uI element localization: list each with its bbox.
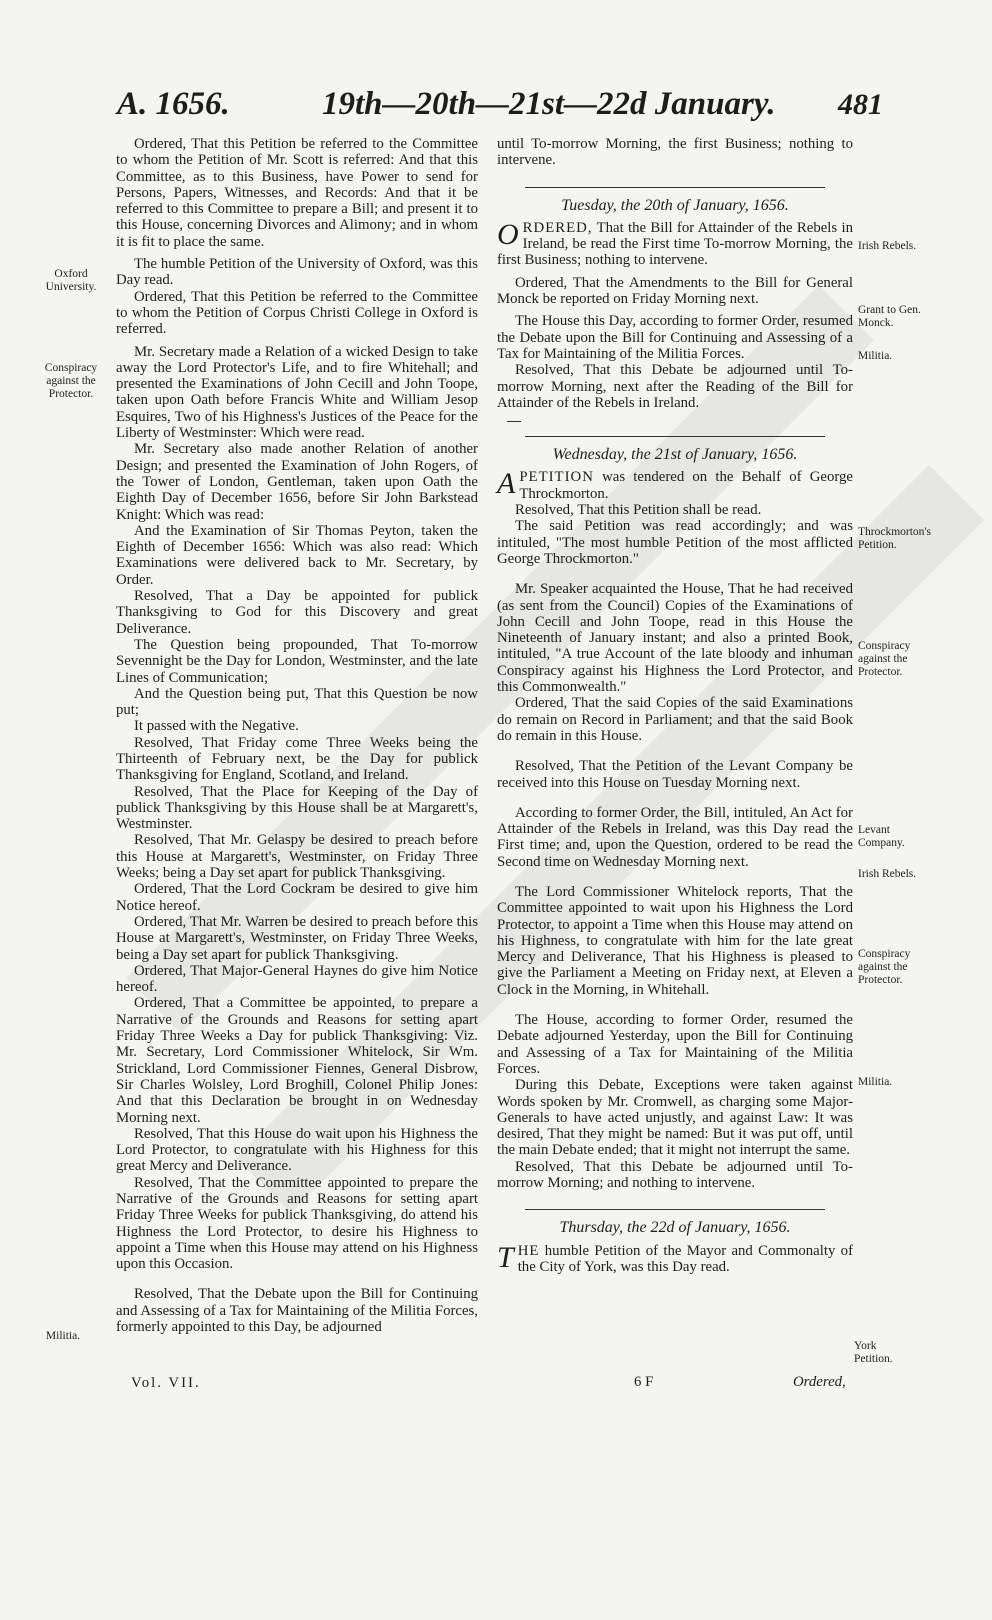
margin-note: Grant to Gen. Monck.	[858, 304, 921, 329]
right-column	[497, 136, 853, 1275]
section-divider	[525, 436, 825, 437]
paragraph: Resolved, That a Day be appointed for publick Thanksgiving to God for this Discovery and great Deliverance.	[116, 588, 478, 637]
margin-note: Irish Rebels.	[858, 240, 917, 252]
paragraph-text: humble Petition of the Mayor and Commonalty of the City of York, was this Day read.	[517, 1242, 853, 1275]
paragraph: Resolved, That the Committee appointed to prepare the Narrative of the Grounds and Reasons for setting apart Friday Three Weeks for publick Thanksgiving, do attend his Highness the Lord Protector, to desire his Highness to appoint a Time when this House may attend on his Highness upon this Occasion.	[116, 1174, 478, 1273]
paragraph: Ordered, That the Amendments to the Bill for General Monck be reported on Friday Morning next.	[497, 274, 853, 308]
paragraph: The Lord Commissioner Whitelock reports, That the Committee appointed to wait upon his Highness the Lord Protector, to appoint a Time when this House may attend on his Highness, to congratulate with him for the late great Mercy and Deliverance, That his Highness is pleased to give the Parliament a Meeting on Friday next, at Eleven a Clock in the Morning, in Whitehall.	[497, 883, 853, 998]
margin-note: Irish Rebels.	[858, 868, 917, 880]
paragraph: Resolved, That the Debate upon the Bill for Continuing and Assessing of a Tax for Maintaining of the Militia Forces, formerly appointed to this Day, be adjourned	[116, 1286, 478, 1336]
small-caps-word: PETITION	[519, 469, 594, 486]
paragraph: until To-morrow Morning, the first Business; nothing to intervene.	[497, 136, 853, 169]
paragraph: The said Petition was read accordingly; and was intituled, "The most humble Petition of the most afflicted George Throckmorton."	[497, 518, 853, 567]
drop-cap: A	[497, 467, 516, 501]
drop-cap: O	[497, 217, 519, 251]
page-number: 481	[838, 88, 883, 121]
margin-note: Militia.	[45, 1330, 81, 1342]
paragraph: It passed with the Negative.	[134, 718, 299, 735]
margin-note: York Petition.	[854, 1340, 893, 1365]
header-dates: 19th—20th—21st—22d January.	[322, 86, 776, 122]
paragraph: Ordered, That the said Copies of the said Examinations do remain on Record in Parliament; and that the said Book do remain in this House.	[497, 695, 853, 744]
paragraph: Resolved, That Friday come Three Weeks being the Thirteenth of February next, be the Day for publick Thanksgiving for England, Scotland, and Ireland.	[116, 734, 478, 784]
margin-note: Conspiracy against the Protector.	[858, 640, 911, 678]
volume-number: Vol. VII.	[131, 1375, 201, 1391]
paragraph	[497, 469, 853, 502]
paragraph: Resolved, That this Debate be adjourned until To-morrow Morning; and nothing to intervene.	[497, 1158, 853, 1192]
small-caps-word: HE	[517, 1242, 540, 1259]
margin-note: Conspiracy against the Protector.	[44, 362, 98, 400]
paragraph: The House, according to former Order, resumed the Debate adjourned Yesterday, upon the Bill for Continuing and Assessing of a Tax for Maintaining of the Militia Forces.	[497, 1012, 853, 1077]
drop-cap: T	[497, 1240, 514, 1274]
header-year: A. 1656.	[117, 86, 230, 122]
paragraph: Resolved, That this Petition shall be read.	[515, 502, 762, 519]
page-header	[0, 86, 992, 136]
paragraph-text: That the Bill for Attainder of the Rebels in Ireland, be read the First time To-morrow Morning, the first Business; nothing to intervene.	[497, 219, 853, 269]
paragraph-text: was tendered on the Behalf of George Throckmorton.	[519, 469, 853, 502]
paragraph: Ordered, That the Lord Cockram be desired to give him Notice hereof.	[116, 881, 478, 914]
margin-note: Levant Company.	[858, 824, 905, 849]
paragraph	[497, 217, 853, 269]
margin-note: Oxford University.	[45, 268, 97, 293]
signature-mark: 6 F	[634, 1374, 654, 1390]
paragraph: During this Debate, Exceptions were taken against Words spoken by Mr. Cromwell, as charging some Major-Generals to have acted unjustly, and against Law: It was desired, That they might be named: But it was put off, until the main Debate ended; that it might not interrupt the same.	[497, 1077, 853, 1159]
paragraph: Resolved, That the Petition of the Levant Company be received into this House on Tuesday Morning next.	[497, 758, 853, 791]
left-column	[116, 136, 478, 1335]
paragraph: The Question being propounded, That To-morrow Sevennight be the Day for London, Westminster, and the late Lines of Communication;	[116, 636, 478, 686]
paragraph: Ordered, That a Committee be appointed, to prepare a Narrative of the Grounds and Reasons for setting apart Friday Three Weeks a Day for publick Thanksgiving: Viz. Mr. Secretary, Lord Commissioner Whitelock, Sir Wm. Strickland, Lord Commissioner Fiennes, General Disbrow, Sir Charles Wolsley, Lord Broghill, Colonel Philip Jones: And that this Declaration be brought in on Wednesday Morning next.	[116, 995, 478, 1126]
day-heading: Tuesday, the 20th of January, 1656.	[561, 196, 789, 214]
short-rule	[507, 421, 521, 422]
paragraph	[497, 1240, 853, 1276]
section-divider	[525, 187, 825, 188]
margin-note: Throckmorton's Petition.	[858, 526, 931, 551]
paragraph: Resolved, That this House do wait upon his Highness the Lord Protector, to congratulate with his Highness for this great Mercy and Deliverance.	[116, 1125, 478, 1175]
margin-note: Conspiracy against the Protector.	[858, 948, 911, 986]
paragraph: The humble Petition of the University of Oxford, was this Day read.	[116, 256, 478, 289]
paragraph: Resolved, That the Place for Keeping of the Day of publick Thanksgiving by this House shall be at Margarett's, Westminster.	[116, 783, 478, 833]
paragraph: Ordered, That this Petition be referred to the Committee to whom the Petition of Mr. Scott is referred: And that this Committee, as to this Business, have Power to send for Persons, Papers, Witnesses, and Records: And that it be referred to this Committee to prepare a Bill; and present it to this House, concerning Divorces and Alimony; and in whom it is fit to place the same.	[116, 136, 478, 250]
paragraph: Resolved, That this Debate be adjourned until To-morrow Morning, next after the Reading of the Bill for Attainder of the Rebels in Ireland.	[497, 362, 853, 411]
day-heading: Wednesday, the 21st of January, 1656.	[552, 446, 798, 464]
paragraph: Mr. Secretary made a Relation of a wicked Design to take away the Lord Protector's Life, and to fire Whitehall; and presented the Examinations of John Cecill and John Toope, taken upon Oath before Francis White and William Jesop Esquires, Two of his Highness's Justices of the Peace for the Liberty of Westminster: Which were read.	[116, 343, 478, 442]
catchword: Ordered,	[793, 1374, 846, 1390]
paragraph: Resolved, That Mr. Gelaspy be desired to preach before this House at Margarett's, Westminster, on Friday Three Weeks; being a Day set apart for publick Thanksgiving.	[116, 832, 478, 882]
margin-note: Militia.	[858, 1076, 893, 1088]
paragraph: Mr. Secretary also made another Relation of another Design; and presented the Examination of John Rogers, of the Tower of London, Gentleman, taken upon Oath the Eighth Day of December 1656, before Sir John Barkstead Knight: Which was read:	[116, 441, 478, 523]
small-caps-word: RDERED,	[522, 219, 593, 236]
paragraph: Ordered, That this Petition be referred to the Committee to whom the Petition of Corpus Christi College in Oxford is referred.	[116, 288, 478, 338]
day-heading: Thursday, the 22d of January, 1656.	[559, 1219, 791, 1237]
paragraph: And the Question being put, That this Question be now put;	[116, 685, 478, 719]
paragraph: According to former Order, the Bill, intituled, An Act for Attainder of the Rebels in Ireland, was this Day read the First time; and, upon the Question, ordered to be read the Second time on Wednesday Morning next.	[497, 804, 853, 870]
paragraph: Mr. Speaker acquainted the House, That he had received (as sent from the Council) Copies of the Examinations of John Cecill and John Toope, read in this House the Nineteenth of January instant; and also a printed Book, intituled, "A true Account of the late bloody and inhuman Conspiracy against his Highness the Lord Protector, and this Commonwealth."	[497, 581, 853, 696]
paragraph: The House this Day, according to former Order, resumed the Debate upon the Bill for Continuing and Assessing of a Tax for Maintaining of the Militia Forces.	[497, 313, 853, 362]
paragraph: Ordered, That Mr. Warren be desired to preach before this House at Margarett's, Westminster, on Friday Three Weeks, being a Day set apart for publick Thanksgiving.	[116, 913, 478, 963]
section-divider	[525, 1209, 825, 1210]
paragraph: And the Examination of Sir Thomas Peyton, taken the Eighth of December 1656: Which was also read: Which Examinations were delivered back to Mr. Secretary, by Order.	[116, 522, 478, 588]
margin-note: Militia.	[858, 350, 893, 362]
paragraph: Ordered, That Major-General Haynes do give him Notice hereof.	[116, 962, 478, 996]
